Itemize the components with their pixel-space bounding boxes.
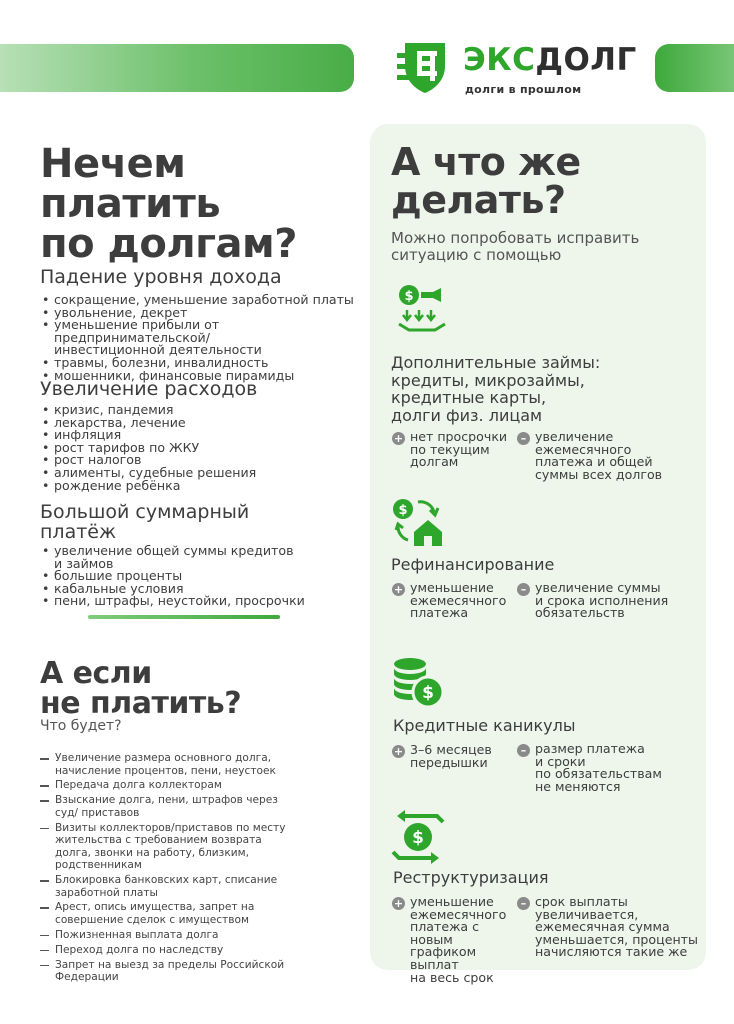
pro-line: ежемесячного (410, 592, 507, 608)
list-item: • уменьшение прибыли от (40, 319, 370, 332)
pro-line: передышки (410, 754, 488, 770)
coins-stack-icon (392, 656, 446, 710)
minus-icon: – (517, 897, 530, 910)
consequences-list (40, 752, 290, 986)
brand-name-dark: ДОЛГ (535, 42, 637, 78)
plus-icon: + (393, 432, 404, 445)
list-item: • увеличение общей суммы кредитов (40, 545, 370, 558)
consequences-title (40, 656, 242, 721)
con-line: увеличивается, (535, 906, 639, 922)
option-title-line: Дополнительные займы: (391, 353, 601, 372)
list-item-cont: инвестиционной деятельности (54, 342, 262, 358)
pro-line: нет просрочки (410, 429, 508, 444)
option-title-holidays: Кредитные каникулы (393, 716, 576, 735)
main-title-line: по долгам? (40, 221, 297, 267)
list-item: • лекарства, лечение (40, 417, 370, 430)
svg-text:$: $ (398, 503, 408, 518)
option-minus-refinance (517, 582, 697, 620)
list-item: • рост тарифов по ЖКУ (40, 442, 370, 455)
pro-line: ежемесячного (410, 906, 507, 922)
option-title-line: кредиты, микрозаймы, (391, 370, 585, 390)
option-minus-loans (517, 431, 697, 481)
minus-icon: – (517, 432, 530, 445)
option-title-restructuring: Реструктуризация (393, 868, 549, 887)
pro-line: долгам (410, 454, 459, 470)
con-line: и срока исполнения (535, 592, 669, 608)
list-item-cont: и займов (54, 555, 114, 571)
consequences-subtitle: Что будет? (40, 718, 122, 734)
section-divider (88, 615, 280, 619)
con-line: уменьшается, проценты (535, 931, 698, 947)
pro-line: графиком выплат (410, 944, 477, 972)
option-minus-holidays (517, 743, 697, 793)
brand-tagline: долги в прошлом (465, 83, 582, 96)
list-item: Блокировка банковских карт, списание заработной платы (40, 874, 290, 899)
section-heading-expenses: Увеличение расходов (40, 378, 258, 400)
brand-logo (397, 40, 647, 98)
consequences-title-line: А если (40, 656, 152, 691)
header-bar-right (655, 44, 734, 92)
con-line: увеличение суммы (535, 580, 661, 595)
minus-icon: – (517, 744, 530, 757)
list-item: Запрет на выезд за пределы Российской Федерации (40, 959, 290, 984)
list-item: Арест, опись имущества, запрет на совершение сделок с имуществом (40, 901, 290, 926)
heading-line: платёж (40, 520, 117, 543)
pro-line: платежа с новым (410, 919, 480, 947)
subtitle-line: Можно попробовать исправить (391, 229, 640, 247)
plus-icon: + (393, 583, 404, 596)
brand-name (463, 42, 637, 78)
con-line: увеличение (535, 429, 614, 444)
header-bar-left (0, 44, 354, 92)
list-item: • алименты, судебные решения (40, 467, 370, 480)
list-item: • пени, штрафы, неустойки, просрочки (40, 595, 370, 608)
minus-icon: – (517, 583, 530, 596)
list-item: • инфляция (40, 429, 370, 442)
solutions-title-line: делать? (391, 178, 566, 222)
brand-name-green: ЭКС (463, 42, 536, 78)
list-item: Пожизненная выплата долга (40, 929, 290, 942)
plus-icon: + (393, 897, 404, 910)
list-item: • рождение ребёнка (40, 480, 370, 493)
list-item: • мошенники, финансовые пирамиды (40, 370, 370, 383)
section-heading-payment (40, 503, 249, 543)
list-item: • сокращение, уменьшение заработной платы (40, 294, 370, 307)
pro-line: по текущим (410, 441, 490, 457)
svg-text:$: $ (404, 289, 414, 304)
main-title-line: платить (40, 181, 221, 227)
refinance-house-icon (392, 496, 446, 548)
option-title-line: долги физ. лицам (391, 405, 543, 425)
shield-logo-icon (397, 40, 453, 96)
pro-line: уменьшение (410, 894, 494, 909)
option-title-loans (391, 354, 600, 424)
heading-line: Большой суммарный (40, 501, 250, 523)
main-title-line: Нечем (40, 141, 186, 187)
option-plus-holidays (392, 744, 512, 769)
plus-icon: + (393, 745, 404, 758)
option-minus-restructuring (517, 896, 707, 959)
expenses-list (40, 404, 370, 492)
main-title (40, 141, 297, 267)
subtitle-line: ситуацию с помощью (391, 246, 562, 265)
list-item: Увеличение размера основного долга, начисление процентов, пени, неустоек (40, 752, 290, 777)
list-item: Переход долга по наследству (40, 944, 290, 957)
payment-list (40, 545, 370, 608)
list-item: • травмы, болезни, инвалидность (40, 357, 370, 370)
list-item-cont: предпринимательской/ (54, 329, 210, 345)
pro-line: на весь срок (410, 969, 494, 985)
solutions-title-line: А что же (391, 140, 581, 184)
con-line: платежа и общей (535, 454, 653, 470)
solutions-subtitle (391, 230, 639, 265)
con-line: не меняются (535, 778, 621, 794)
con-line: ежемесячного (535, 441, 632, 457)
list-item: Визиты коллекторов/приставов по месту жительства с требованием возврата долга, звонки на работу, близким, родственникам (40, 822, 290, 872)
svg-text:$: $ (422, 683, 434, 703)
svg-text:$: $ (412, 828, 424, 848)
list-item: • большие проценты (40, 570, 370, 583)
con-line: начисляются такие же (535, 944, 688, 960)
con-line: ежемесячная сумма (535, 919, 670, 935)
income-list (40, 294, 370, 382)
list-item: • рост налогов (40, 454, 370, 467)
con-line: размер платежа (535, 741, 645, 756)
pro-line: 3–6 месяцев (410, 742, 492, 757)
list-item: • кризис, пандемия (40, 404, 370, 417)
pro-line: платежа (410, 605, 469, 621)
list-item: • кабальные условия (40, 583, 370, 596)
cycle-money-icon (389, 808, 447, 866)
option-plus-loans (392, 431, 512, 469)
money-transfer-icon (395, 284, 447, 334)
option-title-line: кредитные карты, (391, 388, 547, 408)
option-title-refinance: Рефинансирование (391, 555, 555, 574)
solutions-title (391, 140, 581, 222)
list-item: Взыскание долга, пени, штрафов через суд/ приставов (40, 794, 290, 819)
pro-line: уменьшение (410, 580, 494, 595)
list-item: Передача долга коллекторам (40, 779, 290, 792)
con-line: срок выплаты (535, 894, 628, 909)
option-plus-restructuring (392, 896, 522, 984)
option-plus-refinance (392, 582, 512, 620)
con-line: обязательств (535, 605, 625, 621)
section-heading-income: Падение уровня дохода (40, 266, 282, 288)
con-line: и сроки (535, 753, 586, 769)
con-line: по обязательствам (535, 766, 662, 782)
list-item: • увольнение, декрет (40, 307, 370, 320)
consequences-title-line: не платить? (40, 686, 242, 721)
con-line: суммы всех долгов (535, 466, 663, 482)
